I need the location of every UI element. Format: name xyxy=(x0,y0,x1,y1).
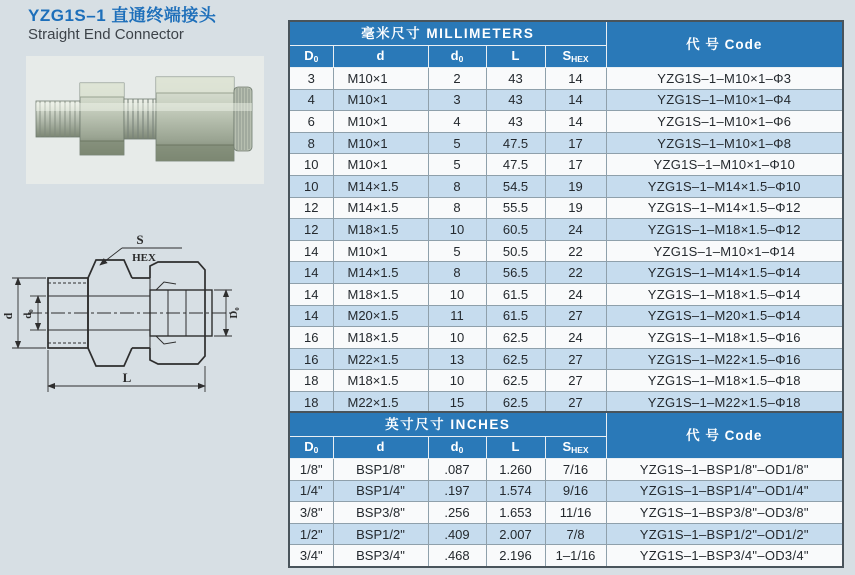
value-cell: M14×1.5 xyxy=(333,197,428,219)
value-cell: M10×1 xyxy=(333,240,428,262)
in-column-header-d0: $d_0$ xyxy=(428,437,486,459)
code-cell: YZG1S–1–M10×1–Φ8 xyxy=(606,132,843,154)
value-cell: 43 xyxy=(486,111,545,133)
value-cell: 2 xyxy=(428,68,486,90)
value-cell: M22×1.5 xyxy=(333,348,428,370)
code-cell: YZG1S–1–M14×1.5–Φ14 xyxy=(606,262,843,284)
code-cell: YZG1S–1–BSP1/8"–OD1/8" xyxy=(606,459,843,481)
table-row xyxy=(289,348,843,370)
value-cell: M14×1.5 xyxy=(333,175,428,197)
code-cell: YZG1S–1–M18×1.5–Φ16 xyxy=(606,327,843,349)
inches-table xyxy=(288,411,844,568)
value-cell: 5 xyxy=(428,132,486,154)
mm-column-header-d: d xyxy=(333,46,428,68)
value-cell: 61.5 xyxy=(486,305,545,327)
code-cell: YZG1S–1–M10×1–Φ3 xyxy=(606,68,843,90)
technical-drawing-image xyxy=(0,218,272,414)
in-column-header-SHEX: $S_{HEX}$ xyxy=(545,437,606,459)
table-row xyxy=(289,111,843,133)
code-cell: YZG1S–1–M18×1.5–Φ18 xyxy=(606,370,843,392)
value-cell: 3 xyxy=(289,68,333,90)
value-cell: 10 xyxy=(428,283,486,305)
title-block xyxy=(28,6,216,43)
table-row xyxy=(289,283,843,305)
table-row xyxy=(289,89,843,111)
table-row xyxy=(289,327,843,349)
value-cell: 24 xyxy=(545,219,606,241)
table-row xyxy=(289,480,843,502)
connector-photo-image xyxy=(26,56,264,184)
value-cell: M14×1.5 xyxy=(333,262,428,284)
value-cell: 3/8" xyxy=(289,502,333,524)
mm-group-header: 毫米尺寸 MILLIMETERS xyxy=(289,21,606,46)
table-row xyxy=(289,240,843,262)
mm-column-header-d0: $d_0$ xyxy=(428,46,486,68)
value-cell: 12 xyxy=(289,197,333,219)
value-cell: 19 xyxy=(545,197,606,219)
value-cell: M18×1.5 xyxy=(333,327,428,349)
value-cell: 54.5 xyxy=(486,175,545,197)
value-cell: 3 xyxy=(428,89,486,111)
table-row xyxy=(289,219,843,241)
value-cell: 2.007 xyxy=(486,523,545,545)
table-row xyxy=(289,502,843,524)
value-cell: BSP1/4" xyxy=(333,480,428,502)
table-row xyxy=(289,523,843,545)
value-cell: 1.574 xyxy=(486,480,545,502)
value-cell: M18×1.5 xyxy=(333,219,428,241)
in-group-header: 英寸尺寸 INCHES xyxy=(289,412,606,437)
value-cell: 61.5 xyxy=(486,283,545,305)
value-cell: 19 xyxy=(545,175,606,197)
value-cell: 14 xyxy=(545,68,606,90)
value-cell: 62.5 xyxy=(486,370,545,392)
connector-photo xyxy=(26,56,264,189)
value-cell: 1/2" xyxy=(289,523,333,545)
value-cell: 43 xyxy=(486,89,545,111)
value-cell: 24 xyxy=(545,283,606,305)
code-cell: YZG1S–1–M10×1–Φ14 xyxy=(606,240,843,262)
code-cell: YZG1S–1–M10×1–Φ10 xyxy=(606,154,843,176)
value-cell: 22 xyxy=(545,262,606,284)
value-cell: 50.5 xyxy=(486,240,545,262)
value-cell: 7/8 xyxy=(545,523,606,545)
value-cell: 62.5 xyxy=(486,391,545,413)
value-cell: .197 xyxy=(428,480,486,502)
value-cell: 17 xyxy=(545,132,606,154)
value-cell: M22×1.5 xyxy=(333,391,428,413)
mm-code-header: 代 号 Code xyxy=(606,21,843,68)
value-cell: 8 xyxy=(428,262,486,284)
in-column-header-L: L xyxy=(486,437,545,459)
value-cell: 16 xyxy=(289,348,333,370)
mm-column-header-D0: $D_0$ xyxy=(289,46,333,68)
value-cell: 10 xyxy=(428,370,486,392)
value-cell: M18×1.5 xyxy=(333,370,428,392)
value-cell: 6 xyxy=(289,111,333,133)
mm-column-header-SHEX: $S_{HEX}$ xyxy=(545,46,606,68)
code-cell: YZG1S–1–M10×1–Φ4 xyxy=(606,89,843,111)
value-cell: 10 xyxy=(428,219,486,241)
value-cell: 14 xyxy=(289,262,333,284)
value-cell: 47.5 xyxy=(486,132,545,154)
dim-label-D0: D₀ xyxy=(228,307,240,319)
dim-label-d0: d₀ xyxy=(22,309,34,319)
value-cell: 10 xyxy=(428,327,486,349)
value-cell: BSP3/4" xyxy=(333,545,428,567)
code-cell: YZG1S–1–M18×1.5–Φ14 xyxy=(606,283,843,305)
value-cell: 10 xyxy=(289,154,333,176)
value-cell: 62.5 xyxy=(486,327,545,349)
value-cell: BSP1/2" xyxy=(333,523,428,545)
code-cell: YZG1S–1–M14×1.5–Φ12 xyxy=(606,197,843,219)
code-cell: YZG1S–1–M18×1.5–Φ12 xyxy=(606,219,843,241)
table-row xyxy=(289,154,843,176)
value-cell: BSP1/8" xyxy=(333,459,428,481)
value-cell: .409 xyxy=(428,523,486,545)
value-cell: 18 xyxy=(289,370,333,392)
in-code-header: 代 号 Code xyxy=(606,412,843,459)
value-cell: 62.5 xyxy=(486,348,545,370)
value-cell: 10 xyxy=(289,175,333,197)
value-cell: M10×1 xyxy=(333,154,428,176)
code-cell: YZG1S–1–M22×1.5–Φ16 xyxy=(606,348,843,370)
technical-drawing xyxy=(0,218,272,419)
value-cell: 1/4" xyxy=(289,480,333,502)
value-cell: 14 xyxy=(545,111,606,133)
value-cell: 11 xyxy=(428,305,486,327)
code-cell: YZG1S–1–M10×1–Φ6 xyxy=(606,111,843,133)
value-cell: 5 xyxy=(428,240,486,262)
table-row xyxy=(289,459,843,481)
value-cell: M10×1 xyxy=(333,89,428,111)
value-cell: BSP3/8" xyxy=(333,502,428,524)
value-cell: 12 xyxy=(289,219,333,241)
dim-label-d: d xyxy=(1,312,15,320)
value-cell: .256 xyxy=(428,502,486,524)
value-cell: 1.653 xyxy=(486,502,545,524)
value-cell: 22 xyxy=(545,240,606,262)
table-row xyxy=(289,175,843,197)
value-cell: 14 xyxy=(545,89,606,111)
value-cell: 14 xyxy=(289,283,333,305)
in-column-header-D0: $D_0$ xyxy=(289,437,333,459)
value-cell: 17 xyxy=(545,154,606,176)
code-cell: YZG1S–1–M14×1.5–Φ10 xyxy=(606,175,843,197)
value-cell: 24 xyxy=(545,327,606,349)
value-cell: 5 xyxy=(428,154,486,176)
value-cell: 3/4" xyxy=(289,545,333,567)
value-cell: 7/16 xyxy=(545,459,606,481)
value-cell: 13 xyxy=(428,348,486,370)
value-cell: 1–1/16 xyxy=(545,545,606,567)
value-cell: M10×1 xyxy=(333,132,428,154)
page-subtitle: Straight End Connector xyxy=(28,25,184,43)
value-cell: 8 xyxy=(428,197,486,219)
table-row xyxy=(289,197,843,219)
value-cell: M20×1.5 xyxy=(333,305,428,327)
value-cell: 56.5 xyxy=(486,262,545,284)
mm-column-header-L: L xyxy=(486,46,545,68)
value-cell: 2.196 xyxy=(486,545,545,567)
table-row xyxy=(289,545,843,567)
table-row xyxy=(289,305,843,327)
table-row xyxy=(289,370,843,392)
value-cell: 14 xyxy=(289,305,333,327)
in-column-header-d: d xyxy=(333,437,428,459)
value-cell: 11/16 xyxy=(545,502,606,524)
value-cell: 4 xyxy=(428,111,486,133)
millimeters-table xyxy=(288,20,844,415)
code-cell: YZG1S–1–BSP3/4"–OD3/4" xyxy=(606,545,843,567)
code-cell: YZG1S–1–BSP3/8"–OD3/8" xyxy=(606,502,843,524)
code-cell: YZG1S–1–BSP1/4"–OD1/4" xyxy=(606,480,843,502)
value-cell: 47.5 xyxy=(486,154,545,176)
value-cell: M10×1 xyxy=(333,68,428,90)
value-cell: 16 xyxy=(289,327,333,349)
value-cell: 55.5 xyxy=(486,197,545,219)
value-cell: 27 xyxy=(545,305,606,327)
dim-label-L: L xyxy=(122,370,132,385)
dim-label-s: S xyxy=(136,232,144,247)
page-title: YZG1S–1 直通终端接头 xyxy=(28,6,217,25)
value-cell: 27 xyxy=(545,391,606,413)
value-cell: 15 xyxy=(428,391,486,413)
table-row xyxy=(289,68,843,90)
value-cell: 43 xyxy=(486,68,545,90)
dim-label-hex: HEX xyxy=(132,252,156,264)
value-cell: 4 xyxy=(289,89,333,111)
code-cell: YZG1S–1–M20×1.5–Φ14 xyxy=(606,305,843,327)
value-cell: 8 xyxy=(289,132,333,154)
value-cell: .468 xyxy=(428,545,486,567)
value-cell: .087 xyxy=(428,459,486,481)
table-row xyxy=(289,262,843,284)
value-cell: 8 xyxy=(428,175,486,197)
value-cell: 14 xyxy=(289,240,333,262)
value-cell: 60.5 xyxy=(486,219,545,241)
value-cell: 9/16 xyxy=(545,480,606,502)
value-cell: 27 xyxy=(545,370,606,392)
value-cell: 1/8" xyxy=(289,459,333,481)
code-cell: YZG1S–1–BSP1/2"–OD1/2" xyxy=(606,523,843,545)
value-cell: 1.260 xyxy=(486,459,545,481)
value-cell: M10×1 xyxy=(333,111,428,133)
value-cell: 27 xyxy=(545,348,606,370)
value-cell: M18×1.5 xyxy=(333,283,428,305)
value-cell: 18 xyxy=(289,391,333,413)
table-row xyxy=(289,132,843,154)
code-cell: YZG1S–1–M22×1.5–Φ18 xyxy=(606,391,843,413)
